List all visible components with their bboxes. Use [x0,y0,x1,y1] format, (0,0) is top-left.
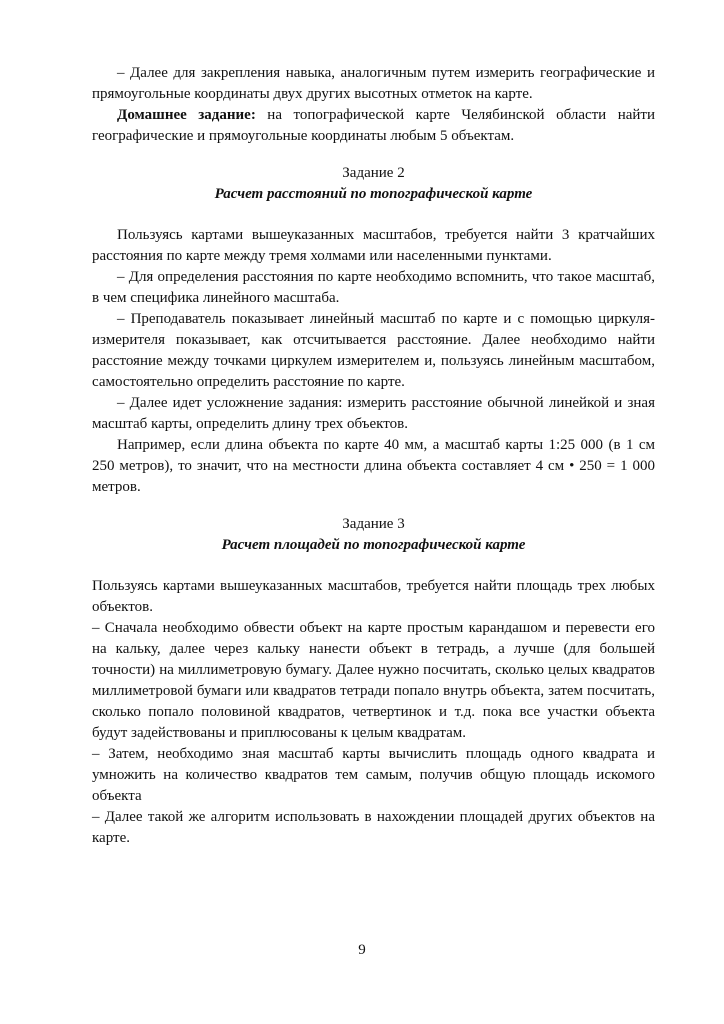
task2-title: Расчет расстояний по топографической карте [214,186,533,202]
homework-text: на топографической карте Челябинской области найти географические и прямоугольные координаты любым 5 объектам. [92,107,655,144]
task3-paragraph: – Далее такой же алгоритм использовать в нахождении площадей других объектов на карте. [92,809,655,846]
spacer [92,147,655,163]
homework-label: Домашнее задание: [117,107,256,123]
spacer [92,498,655,514]
task2-paragraph: Например, если длина объекта по карте 40 мм, а масштаб карты 1:25 000 (в 1 см 250 метров), то значит, что на местности длина объекта составляет 4 см • 250 = 1 000 метров. [92,437,655,495]
task3-paragraph: – Сначала необходимо обвести объект на карте простым карандашом и перевести его на кальку, далее через кальку нанести объект в тетрадь, а лучше (для большей точности) на миллиметровую бумагу. Далее нужно посчитать, сколько целых квадратов миллиметровой бумаги или квадратов тетради попало внутрь объекта, затем посчитать, сколько попало половиной квадратов, четвертинок и т.д. пока все участки объекта будут задействованы и приплюсованы к целым квадратам. [92,620,655,741]
spacer [92,556,655,576]
paragraph-homework [92,105,655,147]
spacer [92,205,655,225]
task2-paragraph: Пользуясь картами вышеуказанных масштабов, требуется найти 3 кратчайших расстояния по карте между тремя холмами или населенными пунктами. [92,227,655,264]
task2-number: Задание 2 [342,165,405,181]
task3-paragraph: – Затем, необходимо зная масштаб карты вычислить площадь одного квадрата и умножить на количество квадратов тем самым, получив общую площадь искомого объекта [92,746,655,804]
task2-paragraph: – Далее идет усложнение задания: измерить расстояние обычной линейкой и зная масштаб карты, определить длину трех объектов. [92,395,655,432]
task2-paragraph: – Преподаватель показывает линейный масштаб по карте и с помощью циркуля-измерителя показывает, как отсчитывается расстояние. Далее необходимо найти расстояние между точками циркулем измерителем и, пользуясь линейным масштабом, самостоятельно определить расстояние по карте. [92,311,655,390]
task3-title: Расчет площадей по топографической карте [221,537,526,553]
task3-paragraph: Пользуясь картами вышеуказанных масштабов, требуется найти площадь трех любых объектов. [92,578,655,615]
task2-paragraph: – Для определения расстояния по карте необходимо вспомнить, что такое масштаб, в чем специфика линейного масштаба. [92,269,655,306]
page-content [92,63,655,849]
paragraph-repeat-measurement: – Далее для закрепления навыка, аналогичным путем измерить географические и прямоугольные координаты двух других высотных отметок на карте. [92,65,655,102]
task3-number: Задание 3 [342,516,405,532]
page-number: 9 [358,942,366,958]
